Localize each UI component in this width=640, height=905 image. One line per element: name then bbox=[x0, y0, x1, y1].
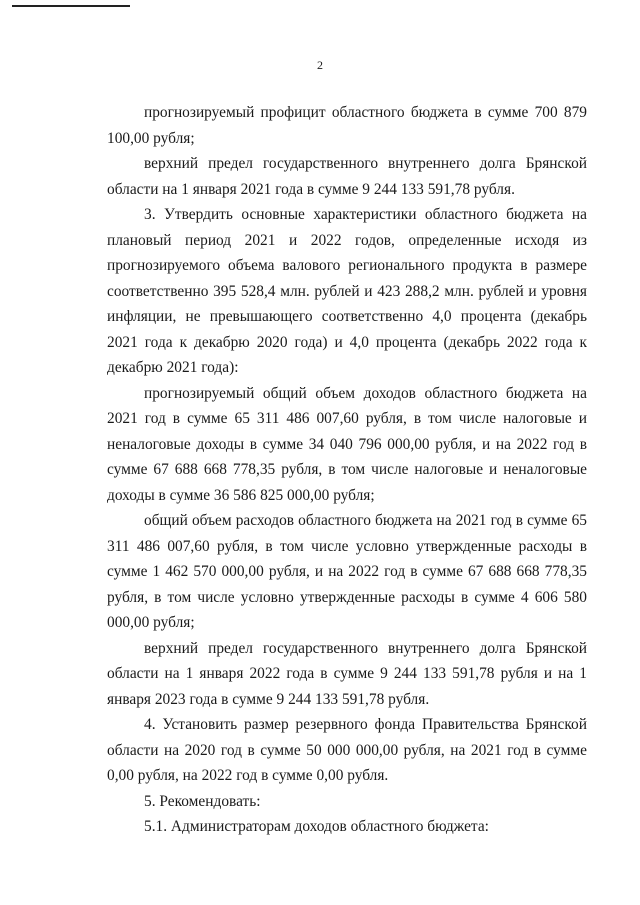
paragraph-projected-revenue: прогнозируемый общий объем доходов областного бюджета на 2021 год в сумме 65 311 486 007,60 рубля, в том числе налоговые и неналоговые доходы в сумме 34 040 796 000,00 рубля, и на 2022 год в сумме 67 688 668 778,35 рубля, в том числе налоговые и неналоговые доходы в сумме 36 586 825 000,00 рубля; bbox=[107, 384, 587, 504]
paragraph-item-3-planning-period: 3. Утвердить основные характеристики областного бюджета на плановый период 2021 и 2022 годов, определенные исходя из прогнозируемого объема валового регионального продукта в размере соответственно 395 528,4 млн. рублей и 423 288,2 млн. рублей и уровня инфляции, не превышающего соответственно 4,0 процента (декабрь 2021 года к декабрю 2020 года) и 4,0 процента (декабрь 2022 года к декабрю 2021 года): bbox=[107, 206, 587, 376]
paragraph-debt-limit-2022-2023: верхний предел государственного внутреннего долга Брянской области на 1 января 2022 года в сумме 9 244 133 591,78 рубля и на 1 января 2023 года в сумме 9 244 133 591,78 рубля. bbox=[107, 639, 587, 708]
paragraph-item-5-1-administrators: 5.1. Администраторам доходов областного бюджета: bbox=[144, 818, 489, 835]
document-body bbox=[107, 100, 587, 840]
paragraph-total-expenditure: общий объем расходов областного бюджета на 2021 год в сумме 65 311 486 007,60 рубля, в том числе условно утвержденные расходы в сумме 1 462 570 000,00 рубля, и на 2022 год в сумме 67 688 668 778,35 рубля, в том числе условно утвержденные расходы в сумме 4 606 580 000,00 рубля; bbox=[107, 512, 587, 631]
page-number: 2 bbox=[317, 58, 323, 72]
paragraph-debt-limit-2021: верхний предел государственного внутреннего долга Брянской области на 1 января 2021 года в сумме 9 244 133 591,78 рубля. bbox=[107, 155, 587, 198]
top-rule bbox=[12, 5, 130, 7]
paragraph-projected-surplus: прогнозируемый профицит областного бюджета в сумме 700 879 100,00 рубля; bbox=[107, 104, 587, 147]
paragraph-item-5-recommend: 5. Рекомендовать: bbox=[144, 792, 261, 810]
paragraph-item-4-reserve-fund: 4. Установить размер резервного фонда Правительства Брянской области на 2020 год в сумме 50 000 000,00 рубля, на 2021 год в сумме 0,00 рубля, на 2022 год в сумме 0,00 рубля. bbox=[107, 716, 587, 784]
